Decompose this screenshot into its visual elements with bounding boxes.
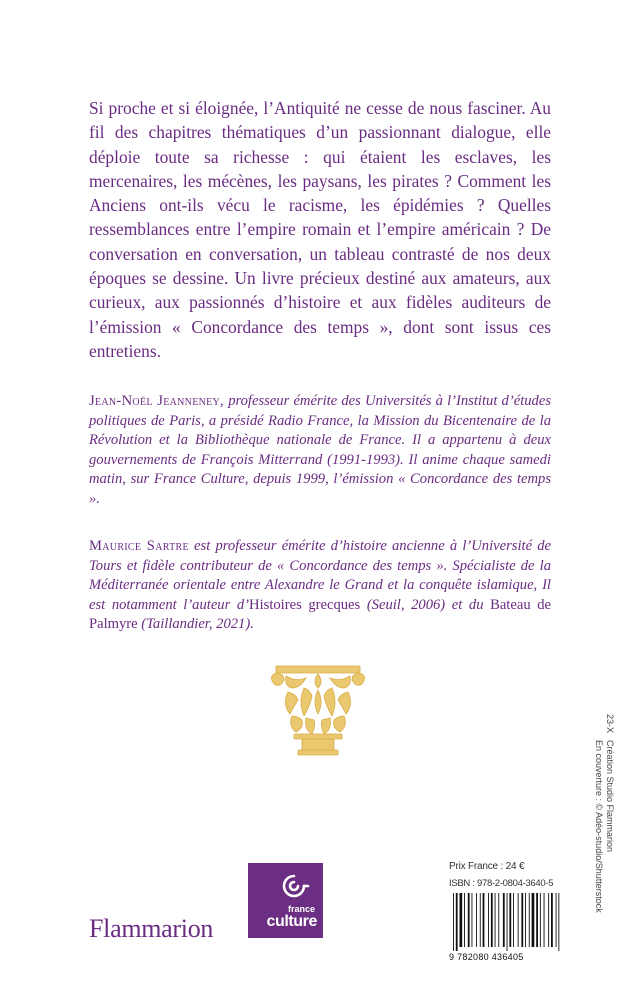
publisher-logo: Flammarion [89,914,214,943]
barcode-bar [521,893,523,947]
barcode-bar [476,893,477,947]
price-label: Prix France : 24 € [449,861,525,872]
back-cover-blurb: Si proche et si éloignée, l’Antiquité ne cesse de nous fasciner. Au fil des chapitres thématiques d’un passionnant dialogue, elle déploie toute sa richesse : qui étaient les esclaves, les mercenaires, les mécènes, les paysans, les pirates ? Comment les Anciens ont-ils vécu le racisme, les épidémies ? Quelles ressemblances entre l’empire romain et l’empire américain ? De conversation en conversation, un tableau contrasté de nos deux époques se dessine. Un livre précieux destiné aux amateurs, aux curieux, aux passionnés d’histoire et aux fidèles auditeurs de l’émission « Concordance des temps », dont sont issus ces entretiens. [89,98,551,361]
barcode-bar [503,893,505,947]
corinthian-capital-icon [270,662,366,758]
author-bio-text-sartre-3: (Taillandier, 2021). [137,616,254,632]
barcode-bar [529,893,530,947]
barcode-bar [544,893,545,947]
barcode-bar [480,893,481,947]
barcode-bar [483,893,485,947]
barcode-bar [456,893,458,951]
isbn-label: ISBN : 978-2-0804-3640-5 [449,878,554,889]
barcode-bar [536,893,538,947]
barcode-bar [532,893,535,947]
credit-line-cover: En couverture : © Adéo-studio/Shutterstock [594,740,604,913]
barcode-bar [491,893,493,947]
barcode-bar [509,893,511,947]
france-culture-bottom: culture [266,913,317,930]
barcode-bar [453,893,454,951]
author-bio-jeanneney [89,392,551,509]
author-bio-text-sartre-2: (Seuil, 2006) et du [360,596,491,613]
author-bio-text-sartre-1: est professeur émérite d’histoire ancienne à l’Université de Tours et fidèle contributeur de « Concordance des temps ». Spécialiste de la Méditerranée orientale entre Alexandre le Grand et la conquête islamique, Il est notamment l’auteur d’ [89,538,551,613]
cover-credit [575,714,615,954]
barcode-bar [558,893,559,951]
book-title-histoires-grecques: Histoires grecques [249,596,361,613]
france-culture-mark-icon [278,874,310,902]
barcode-bar [488,893,489,947]
barcode-bar [556,893,557,947]
author-name-jeanneney: Jean-Noël Jeanneney, [89,393,225,409]
book-title-bateau-de-palmyre: Bateau de Palmyre [89,596,551,632]
barcode-bar [540,893,541,947]
barcode-bar [548,893,549,947]
barcode-bar [518,893,519,947]
barcode-bar [460,893,463,947]
barcode-bar [551,893,553,947]
barcode-bar [464,893,465,947]
barcode-bar [513,893,514,947]
barcode-bar [498,893,499,947]
france-culture-top: france [287,904,315,914]
author-bio-text-jeanneney: professeur émérite des Universités à l’Institut d’études politiques de Paris, a présidé Radio France, la Mission du Bicentenaire de la Révolution et la Bibliothèque nationale de France. Il a appartenu à deux gouvernements de François Mitterrand (1991-1993). Il anime chaque samedi matin, sur France Culture, depuis 1999, l’émission « Concordance des temps ». [89,393,551,507]
barcode-number: 9 782080 436405 [449,952,524,962]
barcode-bar [472,893,473,947]
credit-lines [593,740,615,913]
author-name-sartre: Maurice Sartre [89,538,189,554]
author-bio-sartre [89,537,551,635]
barcode-bar [507,893,508,951]
france-culture-logo [248,863,323,938]
barcode-bar [525,893,526,947]
barcode-bar [495,893,496,947]
barcode-bar [468,893,470,947]
credit-code: 23-X [605,714,615,734]
credit-line-studio: Création Studio Flammarion [605,740,615,853]
